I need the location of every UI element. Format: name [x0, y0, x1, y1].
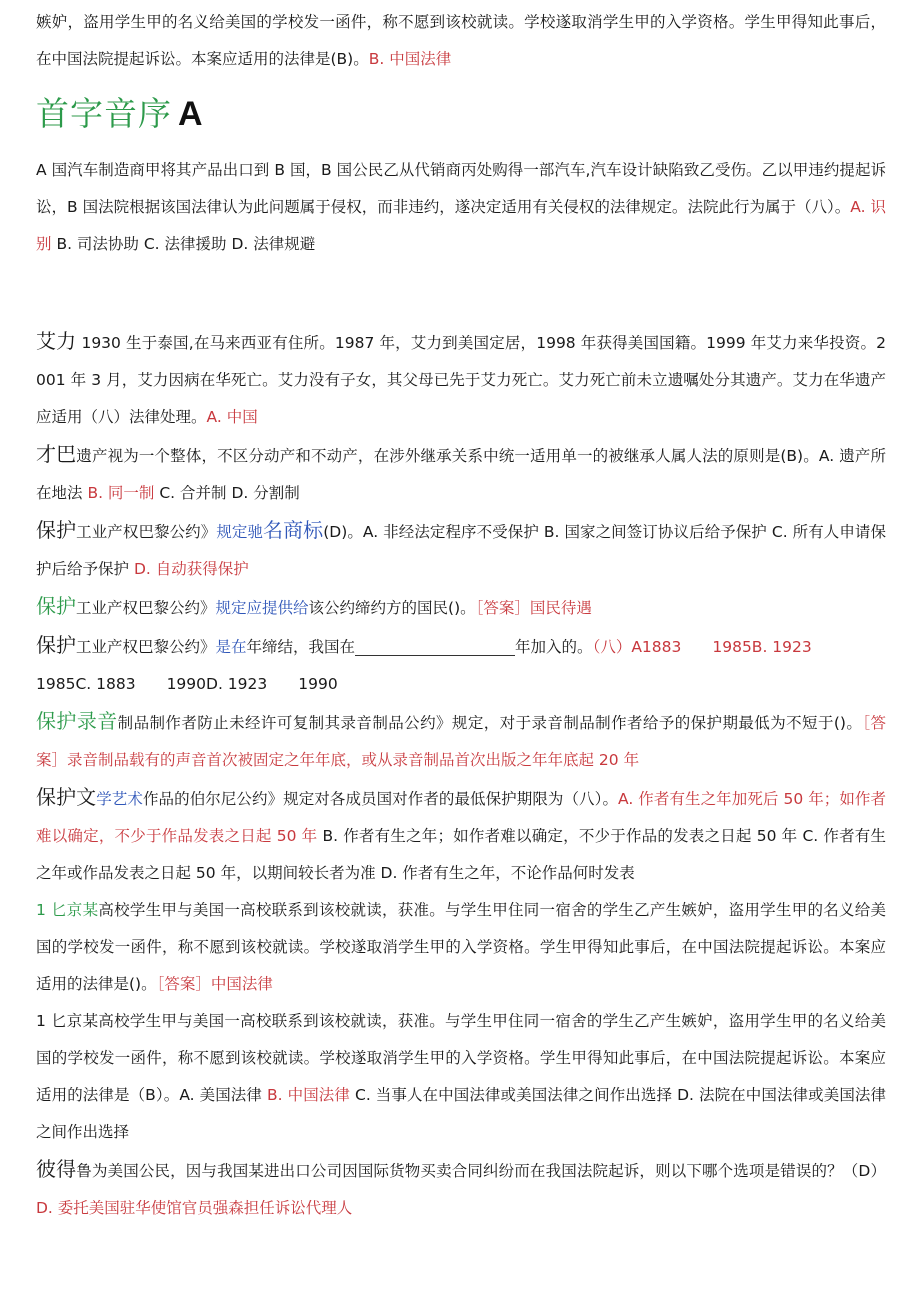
- answer-text: B. 中国法律: [368, 50, 452, 68]
- lead-text: 保护: [36, 633, 76, 657]
- options-text: C. 合并制 D. 分割制: [154, 484, 300, 502]
- answer-text: A. 中国: [206, 408, 258, 426]
- answer-text: ［答案］录音制品载有的声音首次被固定之年年底，或从录音制品首次出版之年年底起 20 年: [36, 714, 886, 769]
- paragraph-text: 工业产权巴黎公约》: [76, 523, 217, 541]
- question-aili: [36, 323, 886, 436]
- paragraph-text: 年加入的。: [515, 638, 593, 656]
- highlight-text: 规定驰: [216, 523, 264, 541]
- paragraph-text: 高校学生甲与美国一高校联系到该校就读，获准。与学生甲住同一宿舍的学生乙产生嫉妒，盗用学生甲的名义给美国的学校发一函件，称不愿到该校就读。学校遂取消学生甲的入学资格。学生甲得知此事后，在中国法院提起诉讼。本案应适用的法律是()。: [36, 901, 886, 993]
- answer-text: D. 自动获得保护: [133, 560, 249, 578]
- lead-text: 保护文: [36, 785, 97, 809]
- options-text: C. 当事人在中国法律或美国法律之间作出选择 D. 法院在中国法律或美国法律之间作出选择: [36, 1086, 887, 1141]
- answer-text: B. 同一制: [87, 484, 155, 502]
- paragraph-text: 该公约缔约方的国民()。: [308, 599, 476, 617]
- lead-text: 彼得: [36, 1157, 77, 1181]
- paragraph-text: 年缔结，我国在: [246, 638, 356, 656]
- heading-text: 首字音序: [36, 94, 172, 133]
- options-text: B. 作者有生之年；如作者难以确定，不少于作品的发表之日起 50 年 C. 作者有生之年或作品发表之日起 50 年，以期间较长者为准 D. 作者有生之年，不论作品何时发表: [36, 827, 886, 882]
- paragraph-text: 工业产权巴黎公约》: [76, 638, 216, 656]
- answer-text: ［答案］国民待遇: [475, 599, 592, 617]
- question-beijing-1: [36, 892, 886, 1003]
- question-paris-trademark: [36, 512, 886, 588]
- options-text: 1985C. 1883 1990D. 1923 1990: [36, 675, 338, 693]
- question-a-car: [36, 152, 886, 263]
- highlight-text: 学艺术: [96, 790, 143, 808]
- lead-text: 保护: [36, 518, 77, 542]
- paragraph-text: A 国汽车制造商甲将其产品出口到 B 国，B 国公民乙从代销商丙处购得一部汽车,汽车设计缺陷致乙受伤。乙以甲违约提起诉讼，B 国法院根据该国法律认为此问题属于侵权，而非违约，遂决定适用有关侵权的法律规定。法院此行为属于（八）。: [36, 161, 886, 216]
- answer-text: A. 识别: [36, 198, 886, 253]
- lead-text: 1 匕京某: [36, 901, 99, 919]
- section-heading: [36, 86, 886, 142]
- highlight-text: 是在: [215, 638, 247, 656]
- paragraph-text: 遗产视为一个整体，不区分动产和不动产，在涉外继承关系中统一适用单一的被继承人属人法的原则是(B)。A. 遗产所在地法: [36, 447, 886, 502]
- heading-letter: A: [178, 95, 204, 133]
- lead-text: 保护: [36, 594, 76, 618]
- paragraph-text: 鲁为美国公民，因与我国某进出口公司因国际货物买卖合同纠纷而在我国法院起诉，则以下哪个选项是错误的？（D）: [76, 1162, 886, 1180]
- fill-blank: [355, 635, 515, 656]
- lead-text: 保护录音: [36, 709, 118, 733]
- question-paris-national: [36, 588, 886, 627]
- answer-text: （八）A1883 1985B. 1923: [592, 638, 812, 656]
- spacer: [36, 263, 886, 323]
- paragraph-text: (D)。A. 非经法定程序不受保护 B. 国家之间签订协议后给予保护 C. 所有人申请保护后给予保护: [36, 523, 886, 578]
- paragraph-text: 工业产权巴黎公约》: [76, 599, 216, 617]
- answer-text: B. 中国法律: [267, 1086, 350, 1104]
- question-paris-year: [36, 627, 886, 703]
- paragraph-text: 1 匕京某高校学生甲与美国一高校联系到该校就读，获准。与学生甲住同一宿舍的学生乙产生嫉妒，盗用学生甲的名义给美国的学校发一函件，称不愿到该校就读。学校遂取消学生甲的入学资格。学生甲得知此事后，在中国法院提起诉讼。本案应适用的法律是（B）。A. 美国法律: [36, 1012, 886, 1104]
- highlight-text-large: 名商标: [263, 518, 324, 542]
- paragraph-text: 制品制作者防止未经许可复制其录音制品公约》规定，对于录音制品制作者给予的保护期最低为不短于()。: [117, 714, 863, 732]
- answer-text: D. 委托美国驻华使馆官员强森担任诉讼代理人: [36, 1199, 353, 1217]
- answer-text: A. 作者有生之年加死后 50 年；如作者难以确定，不少于作品发表之日起 50 年: [36, 790, 887, 845]
- paragraph-text: 作品的伯尔尼公约》规定对各成员国对作者的最低保护期限为（八）。: [142, 790, 619, 808]
- paragraph-text: 嫉妒，盗用学生甲的名义给美国的学校发一函件，称不愿到该校就读。学校遂取消学生甲的入学资格。学生甲得知此事后，在中国法院提起诉讼。本案应适用的法律是(B)。: [36, 13, 886, 68]
- highlight-text: 规定应提供给: [215, 599, 309, 617]
- answer-text: ［答案］中国法律: [156, 975, 273, 993]
- document-page: [0, 4, 920, 1305]
- options-text: B. 司法协助 C. 法律援助 D. 法律规避: [51, 235, 316, 253]
- paragraph-prev-case: [36, 4, 886, 78]
- question-berne: [36, 779, 886, 892]
- question-beijing-2: [36, 1003, 886, 1151]
- question-phonogram: [36, 703, 886, 779]
- lead-text: 艾力: [36, 329, 77, 353]
- paragraph-text: 1930 生于泰国,在马来西亚有住所。1987 年，艾力到美国定居，1998 年获得美国国籍。1999 年艾力来华投资。2001 年 3 月，艾力因病在华死亡。艾力没有子女，其父母已先于艾力死亡。艾力死亡前未立遗嘱处分其遗产。艾力在华遗产应适用（八）法律处理。: [36, 334, 886, 426]
- question-caiba: [36, 436, 886, 512]
- lead-text: 才巴: [36, 442, 77, 466]
- question-peter: [36, 1151, 886, 1227]
